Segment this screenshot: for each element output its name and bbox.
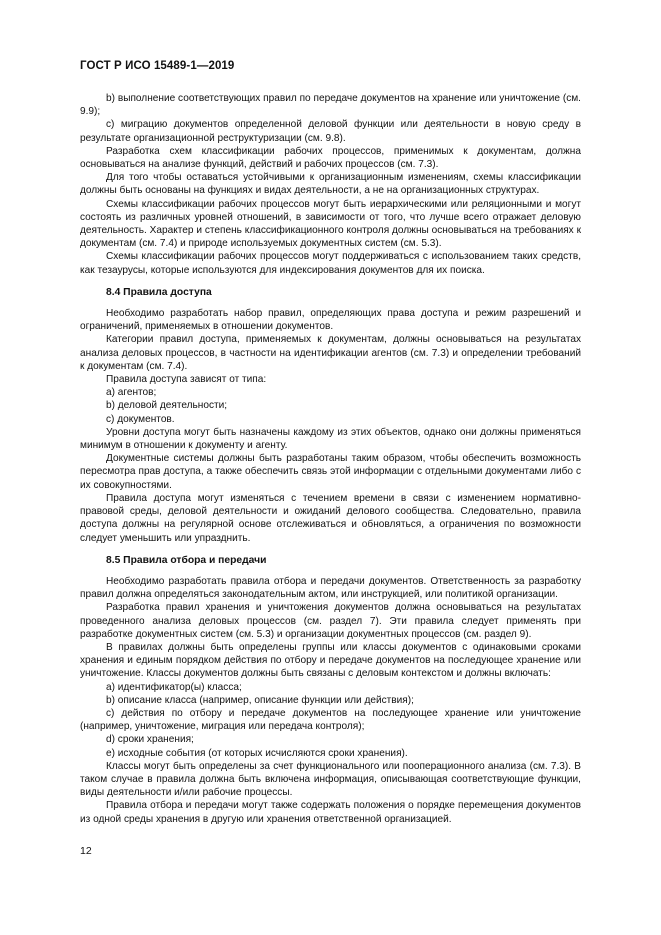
list-item: a) агентов; [106,387,157,399]
page-number: 12 [80,845,92,857]
list-item: b) описание класса (например, описание функции или действия); [106,694,414,706]
paragraph: Правила доступа могут изменяться с течением времени в связи с изменением нормативно-правовой среды, деловой деятельности и ожиданий делового сообщества. Следовательно, правила доступа должны на регулярной основе отслеживаться и обновляться, а ограничения по возможности следует уменьшить или упразднить. [80,492,581,544]
paragraph: c) миграцию документов определенной деловой функции или деятельности в новую среду в результате организационной реструктуризации (см. 9.8). [80,119,581,144]
section-heading-8-5: 8.5 Правила отбора и передачи [106,554,267,566]
list-item: c) документов. [106,413,175,425]
paragraph: Классы могут быть определены за счет функционального или пооперационного анализа (см. 7.3). В таком случае в правила должна быть включена информация, описывающая соответствующие функции, виды деятельности и/или рабочие процессы. [80,760,581,799]
paragraph: Правила доступа зависят от типа: [106,374,267,386]
paragraph: Категории правил доступа, применяемых к документам, должны основываться на результатах анализа деловых процессов, в частности на идентификации агентов (см. 7.3) и определении требований к документам (см. 7.4). [80,334,581,372]
list-item: c) действия по отбору и передаче документов на последующее хранение или уничтожение (например, уничтожение, миграция или передача контроля); [80,707,581,733]
paragraph: Правила отбора и передачи могут также содержать положения о порядке перемещения документов из одной среды хранения в другую или хранения ответственной организацией. [80,800,581,825]
document-body [80,92,581,826]
paragraph: В правилах должны быть определены группы или классы документов с одинаковыми сроками хранения и единым порядком действия по отбору и передаче документов на последующее хранение или уничтожение. Классы документов должны быть связаны с деловым контекстом и должны включать: [80,641,581,680]
paragraph: b) выполнение соответствующих правил по передаче документов на хранение или уничтожение (см. 9.9); [80,93,581,118]
paragraph: Разработка схем классификации рабочих процессов, применимых к документам, должна основываться на анализе функций, действий и рабочих процессов (см. 7.3). [80,145,581,171]
paragraph: Документные системы должны быть разработаны таким образом, чтобы обеспечить возможность пересмотра прав доступа, а также обеспечить связь этой информации с отдельными документами либо с их совокупностями. [80,453,581,491]
list-item: b) деловой деятельности; [106,400,228,412]
paragraph: Необходимо разработать набор правил, определяющих права доступа и режим разрешений и ограничений, применяемых в отношении документов. [80,308,581,333]
paragraph: Разработка правил хранения и уничтожения документов должна основываться на результатах проведенного анализа деловых процессов (см. раздел 7). Эти правила следует применять при разработке документных систем (см. 5.3) и организации документных процессов (см. раздел 9). [80,602,581,640]
paragraph: Необходимо разработать правила отбора и передачи документов. Ответственность за разработку правил должна определяться законодательным актом, или инструкцией, или политикой организации. [80,575,581,601]
paragraph: Для того чтобы оставаться устойчивыми к организационным изменениям, схемы классификации должны быть основаны на функциях и видах деятельности, а не на организационных структурах. [80,172,581,197]
document-header: ГОСТ Р ИСО 15489-1—2019 [80,60,235,72]
section-heading-8-4: 8.4 Правила доступа [106,286,212,298]
paragraph: Уровни доступа могут быть назначены каждому из этих объектов, однако они должны применяться минимум в отношении к документу и агенту. [80,426,581,452]
paragraph: Схемы классификации рабочих процессов могут поддерживаться с использованием таких средств, как тезаурусы, которые используются для индексирования документов для их поиска. [80,251,581,276]
list-item: a) идентификатор(ы) класса; [106,681,242,693]
list-item: e) исходные события (от которых исчисляются сроки хранения). [106,747,408,759]
list-item: d) сроки хранения; [106,734,194,746]
paragraph: Схемы классификации рабочих процессов могут быть иерархическими или реляционными и могут состоять из различных уровней отношений, в зависимости от того, что лучше всего отражает деловую деятельность. Характер и степень классификационного контроля должны основываться на требованиях к документам (см. 7.4) и природе используемых документных систем (см. 5.3). [80,198,581,250]
